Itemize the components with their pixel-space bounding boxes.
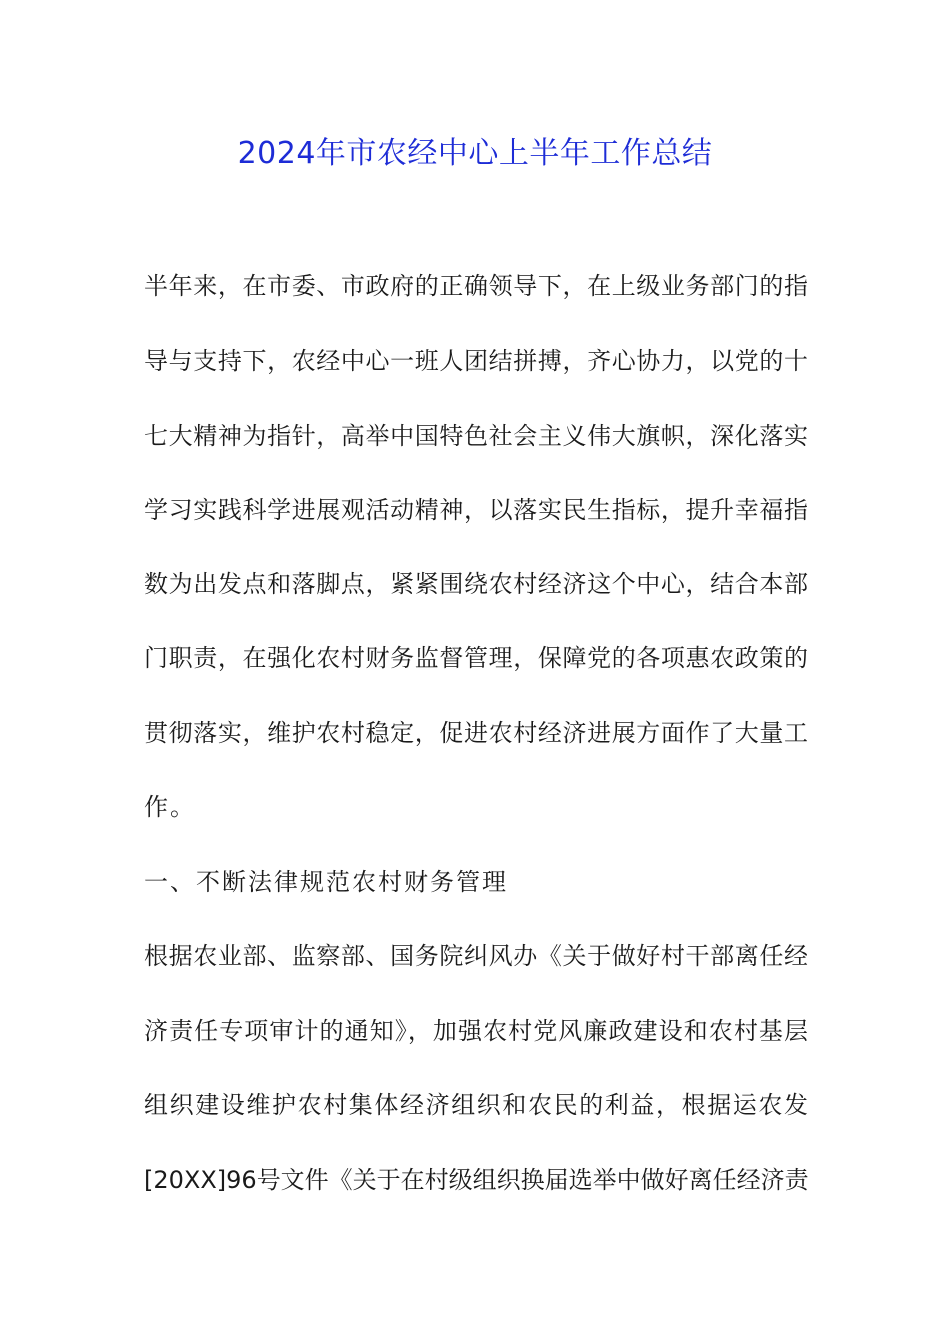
section-heading: 一、不断法律规范农村财务管理: [144, 868, 508, 896]
paragraph-line: 根据农业部、监察部、国务院纠风办《关于做好村干部离任经: [144, 942, 808, 970]
paragraph-line: 组织建设维护农村集体经济组织和农民的利益，根据运农发: [144, 1091, 808, 1119]
paragraph-line: [20XX]96号文件《关于在村级组织换届选举中做好离任经济责: [144, 1166, 809, 1194]
paragraph-line: 门职责，在强化农村财务监督管理，保障党的各项惠农政策的: [144, 644, 808, 672]
paragraph-line: 半年来，在市委、市政府的正确领导下，在上级业务部门的指: [144, 272, 808, 300]
paragraph-line: 济责任专项审计的通知》，加强农村党风廉政建设和农村基层: [144, 1017, 808, 1045]
paragraph-line: 贯彻落实，维护农村稳定，促进农村经济进展方面作了大量工: [144, 719, 808, 747]
paragraph-line: 导与支持下，农经中心一班人团结拼搏，齐心协力，以党的十: [144, 347, 808, 375]
paragraph-line: 数为出发点和落脚点，紧紧围绕农村经济这个中心，结合本部: [144, 570, 808, 598]
paragraph-line: 学习实践科学进展观活动精神，以落实民生指标，提升幸福指: [144, 496, 808, 524]
document-title: 2024年市农经中心上半年工作总结: [237, 136, 713, 171]
paragraph-line: 作。: [144, 793, 196, 821]
paragraph-line: 七大精神为指针，高举中国特色社会主义伟大旗帜，深化落实: [144, 422, 808, 450]
